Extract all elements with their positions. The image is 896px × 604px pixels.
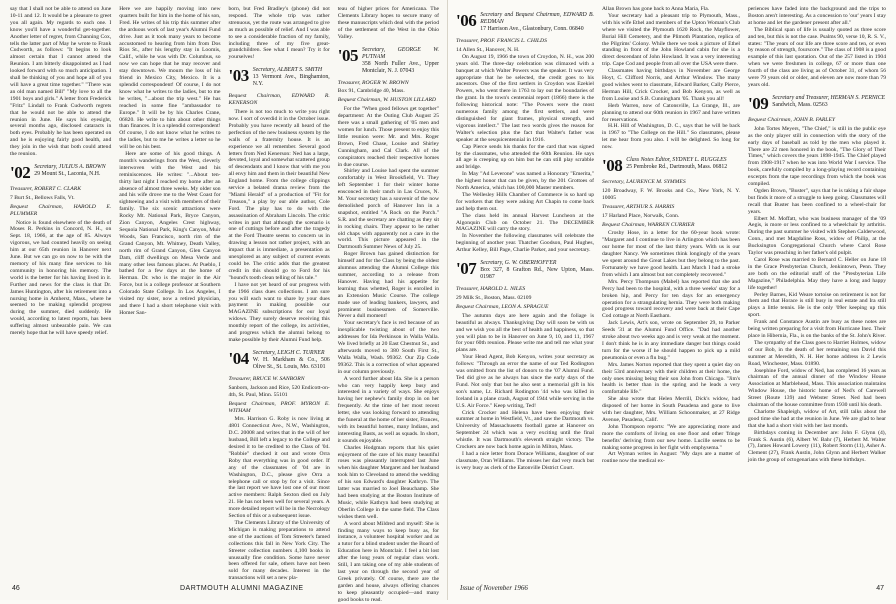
editor-line: Class Notes Editor, SYDNEY L. RUGGLES (626, 157, 727, 164)
secretary-address: Sandwich, Mass. 02563 (772, 101, 828, 108)
right-columns (456, 6, 886, 576)
bequest-line: Bequest Chairman, JOHN B. FARLEY (748, 116, 836, 123)
secretary-line: Secretary, GEORGE W. PUTNAM (361, 46, 439, 60)
class-officers (480, 260, 594, 281)
paragraph: Shirley and Louise had spent the summer comfortably in West Brookfield, Vt. They left September 1 for their winter home ensconced in their ranch in Las Cruces, N. M. Your secretary has a souvenir of the now demolished porch of Hanover Inn in a snapshot, entitled "A Rock on the Porch." S.R. and the secretary are chatting as they sit in rocking chairs. They appear to be rather old chaps with apparently not a care in the world. This picture appeared in the Dartmouth Summer News of July 25. (337, 168, 439, 251)
treasurer-line: Treasurer, PROF. FRANCIS L. CHILDS (456, 38, 547, 44)
treasurer-line: Treasurer, ROGER W. BROWN (337, 79, 409, 86)
treasurer-line: Treasurer, BRUCE W. SANBORN (228, 375, 305, 382)
paragraph: teau of higher prices for Americana. The Clements Library hopes to secure many of these manuscripts which deal with the period of the settlement of the West in the Ohio Valley. (337, 6, 439, 40)
paragraph: Frank and Constance Austin are busy as these notes are being written preparing for a visit from Hurricane Inez. Their place in Hibernia, Fla., is on the banks of the St. John's River. (748, 319, 886, 339)
right-column-3 (748, 6, 886, 576)
treasurer-address: 14 Allen St., Hanover, N. H. (456, 46, 520, 53)
secretary-line: Secretary, LEIGH C. TURNER (252, 349, 325, 356)
paragraph: On August 19, 1966 the town of Croydon, N. H., was 200 years old. The three-day celebration was climaxed with a banquet at which Walter Powers was the speaker. It was very appropriate that he be selected, the credit goes to his ancestors. One of the first settlers in Croydon was Ezekiel Powers, who went there in 1763 to lay out the boundaries of the grant. In the town's centennial report (1866) there is the following historical note: "The Powers were the most numerous family among the first settlers, and were distinguished for giant frames, physical strength, and vigorous intellect." The last two words gives the reason for Walter's selection plus the fact that Walter's father was speaker at the sesquicentennial in 1916. (456, 53, 594, 143)
secretary-address: 29 Mount St., Laconia, N.H. (34, 170, 101, 177)
treasurer-address: 7 Burt St., Bellows Falls, Vt. (10, 194, 75, 201)
secretary-line: Secretary, LAURENCE M. SYMMES (602, 179, 686, 186)
paragraph: The Biblical span of life is usually quoted as three score and ten, but this is not the case. Psalms 90, verse 10, R. S. V., states: "The years of our life are three score and ten, or even by reason of strength, fourscore." The class of 1908 is a good example of this last quotation. Out of the 257 listed in 1904 when we were freshmen in college, 67 or more than one fourth of the class are living as of October 31, of whom 56 were 79 years old or older, and eleven are now more than 79 years old. (748, 26, 886, 88)
treasurer-line: Treasurer, ROBERT C. CLARK (10, 185, 82, 192)
left-column-3 (228, 6, 330, 582)
paragraph: Charles Hodgman reports that his quiet enjoyment of the care of his many beautiful roses was pleasantly interrupted last June when his daughter Margaret and her husband took him to Cleveland to attend the wedding of his son Edward's daughter Kathryn. The latter was married to Joel Beauchamp. She had been studying at the Boston Institute of Music, while Kathryn had been studying at Oberlin College in the same field. The Class wishes them well. (337, 444, 439, 520)
class-year: '08 (602, 156, 623, 176)
class-year: '04 (228, 348, 249, 368)
paragraph: Crosby Hose, in a letter for the 60-year book wrote: "Margaret and I continue to live in Arlington which has been our home for most of the last thirty years. With us is our daughter Nancy. We sometimes think longingly of the years we spent around the Great Lakes but they belong to the past. Fortunately we have good health. Last March I had a stroke from which I am almost but not completely recovered." (602, 230, 740, 278)
paragraph: Mrs. James Norton reported that they spent a quiet day on their 53rd anniversary with their children at their home, the only ones missing being their son John from Chicago. "Jim's health is better than in the spring and he leads a very comfortable life." (602, 361, 740, 396)
right-page (448, 0, 896, 600)
paragraph: Perley Barnes, Kid Weare tortoise on retirement is not for them and that Horace is still busy in real estate and Ira still plays a little tennis. He is the only '09er keeping up this sport. (748, 291, 886, 319)
paragraph: John Thompson reports: "We are appreciating more and more the comforts of living on one floor and other 'fringe benefits' deriving from our new home. Lucille seems to be making some progress in her fight with emphysema." (602, 423, 740, 451)
class-header-1906 (456, 12, 594, 33)
treasurer-address: Box 91, Cambridge 40, Mass. (337, 88, 405, 95)
paragraph: The autumn days are here again and the foliage is beautiful as always. Thanksgiving Day will soon be with us and we wish you all the best of health and happiness, so that you will plan to be in Hanover on June 9, 10, and 11, 1967 for your 60th reunion. Please write me and tell me what your plans are. (456, 312, 594, 354)
secretary-address: W. H. Markham & Co., 506 Olive St., St. Louis, Mo. 63101 (252, 356, 330, 370)
treasurer-line: Treasurer, HAROLD L. NILES (456, 286, 526, 293)
treasurer-line: Treasurer, ARTHUR S. HARRIS (602, 203, 675, 210)
paragraph: The Clements Library of the University of Michigan is making preparations to attend one of the auctions of Tom Streeter's famed collections this fall in New York City. The Streeter collection numbers 4,100 books in unusually fine condition. Some have never been offered for sale, others have not been sold for many decades. Interest in the transactions will set a new pla- (228, 520, 330, 582)
class-header-1904 (229, 350, 330, 371)
class-year: '06 (456, 11, 477, 30)
bequest-line: Bequest Chairman, HAROLD E. PLUMMER (10, 203, 112, 217)
paragraph: For the "When good fellows get together" department: At the Outing Club August 25 there was a small gathering of '05 men and women for lunch. Those present to enjoy this little reunion were: Mr. and Mrs. Roger Brown, Fred Chase, Louise and Shirley Cunningham, and Cal Clark. All of the conspirators reached their respective homes in due course. (337, 106, 439, 168)
secretary-address: 358 North Fuller Ave., Upper Montclair, N. J. 07043 (361, 60, 439, 74)
paragraph: H.H. Hill of Washington, D. C., says that he will be back in 1967 to "The College on the Hill." So classmates, please let me hear from you also. I will be delighted. So long for now. (602, 123, 740, 151)
paragraph: Notice is found elsewhere of the death of Moses R. Perkins in Concord, N. H., on Sept. 18, 1966, at the age of 85. Always vigorous, we had counted heavily on seeing him at our 65th reunion in Hanover next June. But we can go on now to be with the memory of his many fine services to his community in honoring his memory. The world is the better for his having lived in it. Further and news for the class is that Dr. James Huntington, after his retirement into a nursing home in Amherst, Mass., where he seemed to be making splendid progress during the summer, died suddenly. He would, according to latest reports, has been suffering almost unbearable pain. We can merely hope that he will have speedy relief. (10, 219, 112, 337)
secretary-line: Secretary, ALBERT S. SMITH (252, 67, 323, 74)
paragraph: born, but Fred Bradley's (phone) did not respond. The whole trip was rather strenuous, yet the route was arranged to give as much as possible of relief. And I was able to see a considerable fraction of my family, including three of my five great-grandchildren. See what I mean? Try it for yourselves! (228, 6, 330, 61)
paragraph: Ogden Brown, "Buster", says that he is taking a fair shape but finds it more of a struggle to keep going. Classmates will recall that Buster has been confined to a wheel-chair for years. (748, 187, 886, 215)
paragraph: Your secretary's face is red because of an inexplicable twisting about of the two addresses for Ida Perkinson in Walla Walla. We lived briefly at 20 East Chestnut St., and afterwards moved to 380 South First St., Walla Walla, Wash. 99362. Our Zip Code 99362. This is a correction of what appeared in our column previously. (337, 320, 439, 375)
page-number: 47 (876, 585, 884, 592)
class-officers (253, 350, 330, 371)
class-officers (34, 164, 105, 178)
page-number: 46 (12, 585, 20, 592)
left-page (0, 0, 448, 603)
class-year: '05 (337, 45, 358, 65)
right-column-1 (456, 6, 594, 576)
paragraph: The sympathy of the Class goes to Harriet Holmes, widow of our Bob, in the death of her remaining son David this summer at Meredith, N. H. Her home address is 2 Lewis Road, Winchester, Mass. 01890. (748, 339, 886, 367)
paragraph: Cap Pierce sends his thanks for the card that was signed by the classmates, who attended the 60th Reunion. He says all age is creeping up on him but he can still play scrabble and bridge. (456, 143, 594, 171)
class-year: '09 (748, 93, 769, 113)
paragraph: Your Head Agent, Bob Kenyon, writes your secretary as follows: "Through an error the name of our Ted Rodington was omitted from the list of donors to the '07 Alumni Fund. Ted did give as he always has since the early days of the Fund. Not only that but he also sent a memorial gift in his son's name, Lt. Richard Rodington '44 who was killed in Iceland in a plane crash, August of 1944 while serving in the U.S. Air Force." Keep writing, Ted! (456, 354, 594, 409)
bequest-line: Bequest Chairman, EDWARD R. KENERSON (228, 93, 330, 107)
left-column-1 (10, 6, 111, 576)
secretary-address: Box 327, 8 Grafton Rd., New Upton, Mass. 01987 (480, 267, 594, 281)
class-header-1908 (602, 157, 740, 174)
paragraph: Birthdays coming in December are: John F. Glynn (4), Frank S. Austin (6), Albert W. Bahr (7), Herbert M. Walter (7), James Howard Lowery (11), Robert Storm (11), Asher A. Clement (27), Frank Austin, John Glynn and Herbert Walker join the group of octogenarians with these birthdays. (748, 429, 886, 464)
right-column-2 (602, 6, 740, 576)
paragraph: Elbert M. Moffatt, who was business manager of the '09 Aegis, is more or less confined to a wheelchair by arthritis. During the past summer he visited with Stephen Calderwood, Conn., and met Magdaline Ross, widow of Philip, at the Bucksington Congregational Church where Carol Rose Taylor was preaching in her father's old pulpit. (748, 215, 886, 257)
class-header-1909 (748, 95, 886, 112)
paragraph: In November the following classmates will celebrate the beginning of another year. Thatcher Goodson, Paul Hughes, Arthur Kelley, Bill Page, Charlie Parker, and your secretary. (456, 233, 594, 254)
paragraph: Charlotte Shapleigh, widow of Art, still talks about the good time she had at the reunion in June. We are glad to hear that she had a short visit with her last month. (748, 408, 886, 429)
class-header-1903 (229, 67, 330, 88)
paragraph: Crick Crocker and Helena have been enjoying their summer at home in Westfield, Vt., and saw the Dartmouth vs. University of Massachusetts football game at Hanover on September 24 which was a very exciting until the final whistle. It was Dartmouth's eleventh straight victory. The Crockers are now back home again in Milton, Mass. (456, 409, 594, 451)
paragraph: Herb Warren, now of Catonsville, La Grange, Ill., are planning to attend our 60th reunion in 1967 and have written for reservations. (602, 102, 740, 123)
paragraph: Here are some of his good things. A month's wanderings from the West, cleverly interwoven with the West and his reminiscences. He writes: "...About ten-thirty last night I reached my home after an absence of almost three weeks. My older son and his wife drove me to the West Coast for sightseeing and a visit with members of their family. The six scenic attractions were Rocky Mt. National Park, Bryce Canyon, Zion Canyon, Angeles Crest highway, Sequoia National Park, King's Canyon, Muir Woods, San Francisco, north rim of the Grand Canyon, Mt. Whitney, Death Valley, north rim of Grand Canyon, Glen Canyon Dam, cliff dwellings on Mesa Verde and many other less famous places. At Pueblo, I bathed for a few days at the home of Herman. Dr. who is the major in the Air Force, but is a college professor at Southern Colorado State College. In Los Angeles, I visited my sister, now a retired physician, and there I had a short telephone visit with Homer San- (119, 151, 221, 316)
treasurer-address: 17 Harland Place, Norwalk, Conn. (602, 212, 680, 219)
class-officers (253, 67, 330, 88)
class-officers (772, 95, 885, 109)
paragraph: The class held its annual Harvest Luncheon at the Algonquin Club on October 21. The DECEMBER MAGAZINE will carry the story. (456, 212, 594, 233)
class-header-1902 (10, 164, 111, 181)
paragraph: Roger Brown has gained distinction for himself and for the Class by being the oldest alumnus attending the Alumni College this summer, according to a release from Hanover. Having had his appetite for learning thus whetted, Roger is enrolled in an Extension Music Course. The college made use of leading bankers, lawyers, and prominent businessmen of Somerville. Never a dull moment! (337, 251, 439, 320)
paragraph: Mrs. Harrison G. Roby is now living at 4801 Connecticut Ave., N.W., Washington, D.C. 20008 and writes that in the will of her husband, Bill left a legacy to the College and desired it to be credited to the Class of '04. "Robbie" checked it out and wrote Orra Roby that everything was in good order. If any of the classmates of '04 are in Washington, D.C., please give Orra a telephone call or stop by for a visit. Since the last report we have lost one of our most active members: Ralph Sexton died on July 21. He has not been well for several years. A more detailed report will be in the Necrology Section of this or a subsequent issue. (228, 416, 330, 520)
paragraph: John Tortes Meyers, "The Chief," is still in the public eye as the only player still in connection with the story of the early days of baseball as told by the men who played it. There are 22 men honored in the book, "The Glory of Their Times," which covers the years 1898-1945. The Chief played from 1908-1917 when he was into World War I service. The book, carefully compiled by a long-playing record containing excerpts from the tape recordings from which the book was compiled. (748, 125, 886, 188)
issue-label: Issue of November 1966 (460, 584, 528, 592)
secretary-line: Secretary and Bequest Chairman, EDWARD B. REDMAN (480, 12, 594, 25)
bequest-line: Bequest Chairman, LEON A. SPRAGUE (456, 303, 549, 310)
left-column-4 (337, 6, 439, 603)
secretary-line: Secretary, G. W. OBERHOFFER (480, 260, 557, 267)
paragraph: She also wrote that Helen Merrill, Dick's widow, had disposed of her home in South Pasadena and gone to live with her daughter, Mrs. William Schoonmaker, at 27 Ridge Avenue, Pasadena, Calif. (602, 396, 740, 423)
left-column-2 (119, 6, 220, 576)
class-year: '02 (10, 162, 31, 182)
paragraph: Allan Brown has gone back to Anna Maria, Fla. (602, 6, 710, 12)
paragraph: Mrs. Percy Thompson (Mabel) has reported that she and Percy had been to the hospital, with a three weeks' stay for a broken hip, and Percy for ten days for an emergency operation for a strangulating hernia. They were both making good progress toward recovery and were back at their Cape Cod cottage at North Eastham. (602, 278, 740, 320)
class-officers (480, 12, 594, 33)
secretary-address: 13 Vermont Ave., Binghamton, N.Y. (252, 74, 330, 88)
bequest-line: Bequest Chairman, WARREN CURRIER (602, 221, 695, 228)
paragraph: Josephine Ford, widow of Ned, has completed 16 years as chairman of the annual dinner of the Window House Association at Marblehead, Mass. This association maintains Window House, the historic home of Ned's of Carewell Street (Route 139) and Webster Street. Ned had been chairman of the house committee from 1930 until his death. (748, 367, 886, 409)
class-header-1907 (456, 260, 594, 281)
class-officers (626, 157, 727, 171)
paragraph: Here we are happily moving into new quarters built for him in the home of his son, Fred. He writes of his trip this summer after the arduous work of last year's Alumni Fund drive. Just as it took many years to become accustomed to hearing from him from Dos Rios St., after his lengthy stay in Loomis, Calif., while he was with Dr. Columbus, so now we can hope that he may recover and stay downtown. We mourn the loss of his friend in Mexico City, Mexico. It is a splendid correspondent! Of course, I do not know what he writes to the ladies, but to me he writes, "...about the trip west." He has reached in some fine "ambassador to Europe." It will be by his Charles Crane, 06820. He write to him about other things than finances. It is a splendid correspondent! Of course, I do not know what he writes to the ladies, but to me he writes a letter so he will be on his best. (119, 6, 221, 151)
paragraph: periences have faded into the background and the trips to Boston aren't interesting. As a concession to 'our' years I stay at home and let the gardener present after all." (748, 6, 886, 26)
paragraph: I had a nice letter from Dorace Williams, daughter of our classmate, Oran Williams. The misses her dad very much but is very busy as clerk of the Eatonville District Court. (456, 450, 594, 471)
paragraph: Classmates having birthdays in November are George Hoyt, C. Clifford Norris, and Arthur Winslow. The many good wishes went to classmate, Edward Barker, Cally Pierce, Herman Hill, Crick Crocker, and Bob Kenyon, as well as from Louise and S.B. Cunningham '05. Thank you all! (602, 68, 740, 102)
treasurer-address: 29 Milk St., Boston, Mass. 02109 (456, 295, 532, 301)
paragraph: A word further about Ida. She is a person who can very happily keep busy and interested in a variety of ways. She enjoys having her nephew's family drop in on her frequently. At the time of her most recent letter, she was looking forward to attending the funeral at the home of her sister, Frances, with its beautiful homes, many Indians, and interesting Basts, as well as squads. In short, it sounds enjoyable. (337, 375, 439, 444)
class-year: '03 (228, 66, 249, 86)
paragraph: say that I shall not be able to attend on June 10-11 and 12. It would be a pleasure to greet you all again. My regards to each one. I know you'll have a wonderful get-together. Another letter of regret, from Channing Cox, tells the latter part of May he wrote to Frank Cudworth, as follows: "It begins to look almost certain that I cannot attend the Reunion. I am bitterly disappointed as I had looked forward with so much anticipation. I shall be thinking of you and hope all of you will have a great time together." "There was an old man named Bill" "My love to all the 1901 boys and girls." A letter from Frederick "Fritz" Lindall to Frank Cudworth regrets that he would not be able to attend the reunion in June. He says his eyesight, several months ago, disclosed cataracts in both eyes. Probably he has been operated on and he is enjoying fairly good health, and they join in the wish that both could attend the reunion. (10, 6, 112, 158)
magazine-title: DARTMOUTH ALUMNI MAGAZINE (180, 585, 304, 592)
paragraph: Your secretary had a pleasant trip to Plymouth, Mass., with his wife Ethel and members of the Upton Woman's Club where we visited the Plymouth 1620 Rock, the Mayflower, Burial Hill Cemetery, and the Plimoth Plantation, replica of the Pilgrims' Colony. While there we took a picture of Ethel standing in front of the John Howland cabin for she is a direct descendant of John Howland. It was a very interesting trip. Cape Cod and people from all over the USA were there. (602, 12, 740, 68)
bequest-line: Bequest Chairman, W. HUSTON LILLARD (337, 97, 437, 104)
class-officers (362, 47, 439, 75)
paragraph: A word about Mildred and myself: She is finding many ways to keep busy as, for instance, a volunteer hospital worker and as a tutor for a blind student under the Board of Education here in Montclair. I feel a bit lost after the long years of regular class work. Still, I am taking one of my able students of last year on through the second year of Greek privately. Of course, there are the garden and house, always offering chances to keep pleasantly occupied—and many good books to read. (337, 520, 439, 603)
paragraph: The Wellesley Hills Chamber of Commerce is so hard up for workers that they were asking Art Chapin to come back and help them out. (456, 191, 594, 212)
paragraph: Carol Rose was married to Bernard C. Heller on June 18 in the Grace Presbyterian Church, Jenkintown, Penn. They are both on the editorial staff of the "Presbyterian Life Magazine," Philadelphia. May they have a long and happy life together! (748, 257, 886, 291)
paragraph: I have not yet heard of our progress with the 1966 class dues collections. I am sure you will each want to share by your dues payment in making possible our MAGAZINE subscriptions for our loyal widows. They surely deserve receiving this monthly report of the college, its activities, and progress which the alumni belong to make possible by their Alumni Fund help. (228, 281, 330, 343)
bequest-line: Bequest Chairman, PROF. MYRON E. WITHAM (228, 400, 330, 414)
editor-address: 25 Pembroke Rd., Dartmouth, Mass. 06812 (626, 164, 728, 171)
paragraph: Art Wyman writes in August: "My days are a matter of routine now the medical ex- (602, 451, 740, 465)
secretary-line: Secretary, JULIUS A. BROWN (34, 163, 106, 170)
class-header-1905 (338, 47, 439, 75)
paragraph: There is not too much to write you right now. I sort of overdid it in the October issue. Probably you have recently all heard of the perfection of the new business system by the walls of a fraternity house. It is an experience we all remember. Several good letters from Ned Kenerson: Ned has a large, devoted, loyal and somewhat scattered group of descendants and I know that with me you all envy him and them in their beautiful New England home. From the college clippings service a belated drama review from the "Miami Herald" of a production of "Fit for Treason," a play by our able author, Cole Ford. The play has to do with the assassination of Abraham Lincoln. The critic writes in part that although the scenario is one of cuttings before and after the tragedy at the Ford Theatre seems to concern us in drawing a lesson not rather project, with an impact that is immediate, a presentation as unexplored as any subject of current events could be. The critic adds that the greatest credit in this should go to Ford for his "hound's tooth clean telling of his tale." (228, 109, 330, 281)
secretary-address: 17 Harrison Ave., Glastonbury, Conn. 06840 (480, 26, 584, 32)
secretary-address: 120 Broadway, F. W. Brooks and Co., New York, N. Y. 10005 (602, 187, 740, 201)
paragraph: In May "Ad Leverone" was named a Honorary "Emerita," the highest honor that can be given, by the 201 Grottoes of North America, which has 100,000 Master members. (456, 171, 594, 192)
paragraph: Jack Lewis, Art's son, wrote on September 29, to Parker Seeds '31 at the Alumni Fund Office. "Dad had another stroke about two weeks ago and is very weak at the moment. I don't think he is in any immediate danger but things could turn for the worse if he should happen to pick up a mild pneumonia or even a flu bug." (602, 320, 740, 361)
secretary-line: Secretary and Treasurer, HERMAN S. PERNICE (772, 94, 886, 101)
class-year: '07 (456, 259, 477, 279)
treasurer-address: Sanborn, Jackson and Rice, 520 Endicott-on-4th, St. Paul, Minn. 55101 (228, 384, 330, 398)
